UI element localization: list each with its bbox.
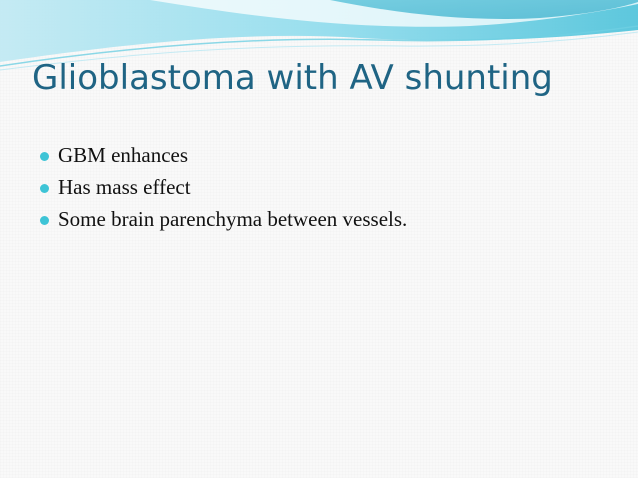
bullet-dot-icon	[40, 152, 49, 161]
bullet-list	[40, 139, 407, 235]
bullet-item	[40, 139, 407, 171]
bullet-item	[40, 171, 407, 203]
bullet-text: Some brain parenchyma between vessels.	[58, 206, 408, 231]
bullet-text: Has mass effect	[58, 174, 191, 199]
bullet-dot-icon	[40, 216, 49, 225]
bullet-text: GBM enhances	[58, 142, 189, 167]
slide-title: Glioblastoma with AV shunting	[32, 58, 553, 98]
bullet-dot-icon	[40, 184, 49, 193]
bullet-item	[40, 203, 407, 235]
